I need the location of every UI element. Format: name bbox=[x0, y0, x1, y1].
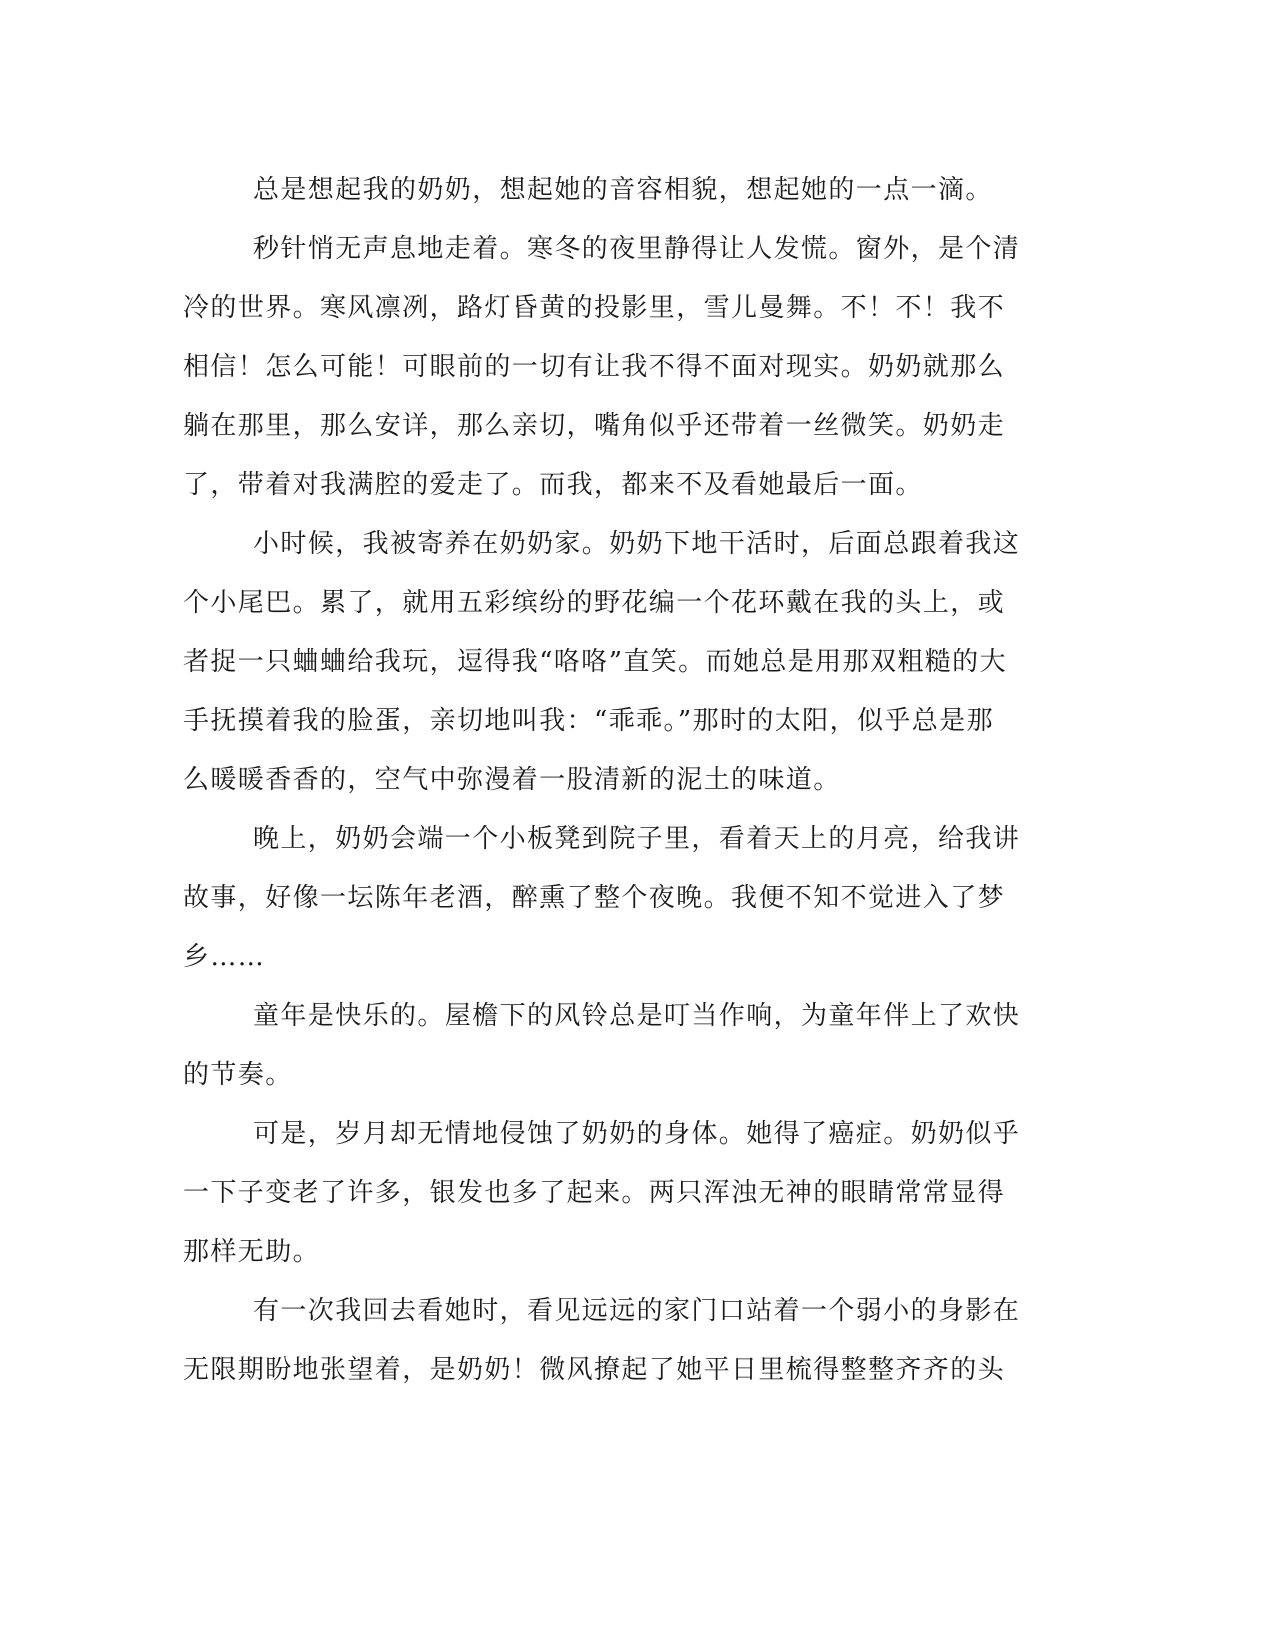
paragraph-2-line-4: 躺在那里，那么安详，那么亲切，嘴角似乎还带着一丝微笑。奶奶走 bbox=[183, 411, 1006, 441]
paragraph-2-line-3: 相信！怎么可能！可眼前的一切有让我不得不面对现实。奶奶就那么 bbox=[183, 352, 1006, 382]
paragraph-4-line-3: 乡…… bbox=[183, 942, 266, 972]
paragraph-6-line-2: 一下子变老了许多，银发也多了起来。两只浑浊无神的眼睛常常显得 bbox=[183, 1178, 1006, 1208]
paragraph-2-line-1: 秒针悄无声息地走着。寒冬的夜里静得让人发慌。窗外，是个清 bbox=[253, 234, 1021, 264]
paragraph-5-line-2: 的节奏。 bbox=[183, 1060, 293, 1090]
paragraph-1-line-1: 总是想起我的奶奶，想起她的音容相貌，想起她的一点一滴。 bbox=[253, 175, 993, 205]
paragraph-3-line-1: 小时候，我被寄养在奶奶家。奶奶下地干活时，后面总跟着我这 bbox=[253, 529, 1021, 559]
paragraph-2-line-5: 了，带着对我满腔的爱走了。而我，都来不及看她最后一面。 bbox=[183, 470, 923, 500]
essay-body bbox=[183, 161, 1043, 1400]
paragraph-4-line-1: 晚上，奶奶会端一个小板凳到院子里，看着天上的月亮，给我讲 bbox=[253, 824, 1021, 854]
paragraph-4-line-2: 故事，好像一坛陈年老酒，醉熏了整个夜晚。我便不知不觉进入了梦 bbox=[183, 883, 1006, 913]
paragraph-3-line-2: 个小尾巴。累了，就用五彩缤纷的野花编一个花环戴在我的头上，或 bbox=[183, 588, 1006, 618]
paragraph-2-line-2: 冷的世界。寒风凛冽，路灯昏黄的投影里，雪儿曼舞。不！不！我不 bbox=[183, 293, 1006, 323]
paragraph-3-line-3: 者捉一只蛐蛐给我玩，逗得我“咯咯”直笑。而她总是用那双粗糙的大 bbox=[183, 647, 1007, 677]
paragraph-5-line-1: 童年是快乐的。屋檐下的风铃总是叮当作响，为童年伴上了欢快 bbox=[253, 1001, 1021, 1031]
paragraph-3-line-4: 手抚摸着我的脸蛋，亲切地叫我：“乖乖。”那时的太阳，似乎总是那 bbox=[183, 706, 994, 736]
paragraph-7-line-1: 有一次我回去看她时，看见远远的家门口站着一个弱小的身影在 bbox=[253, 1296, 1021, 1326]
paragraph-7-line-2: 无限期盼地张望着，是奶奶！微风撩起了她平日里梳得整整齐齐的头 bbox=[183, 1355, 1006, 1385]
paragraph-6-line-1: 可是，岁月却无情地侵蚀了奶奶的身体。她得了癌症。奶奶似乎 bbox=[253, 1119, 1021, 1149]
paragraph-3-line-5: 么暖暖香香的，空气中弥漫着一股清新的泥土的味道。 bbox=[183, 765, 841, 795]
paragraph-6-line-3: 那样无助。 bbox=[183, 1237, 321, 1267]
